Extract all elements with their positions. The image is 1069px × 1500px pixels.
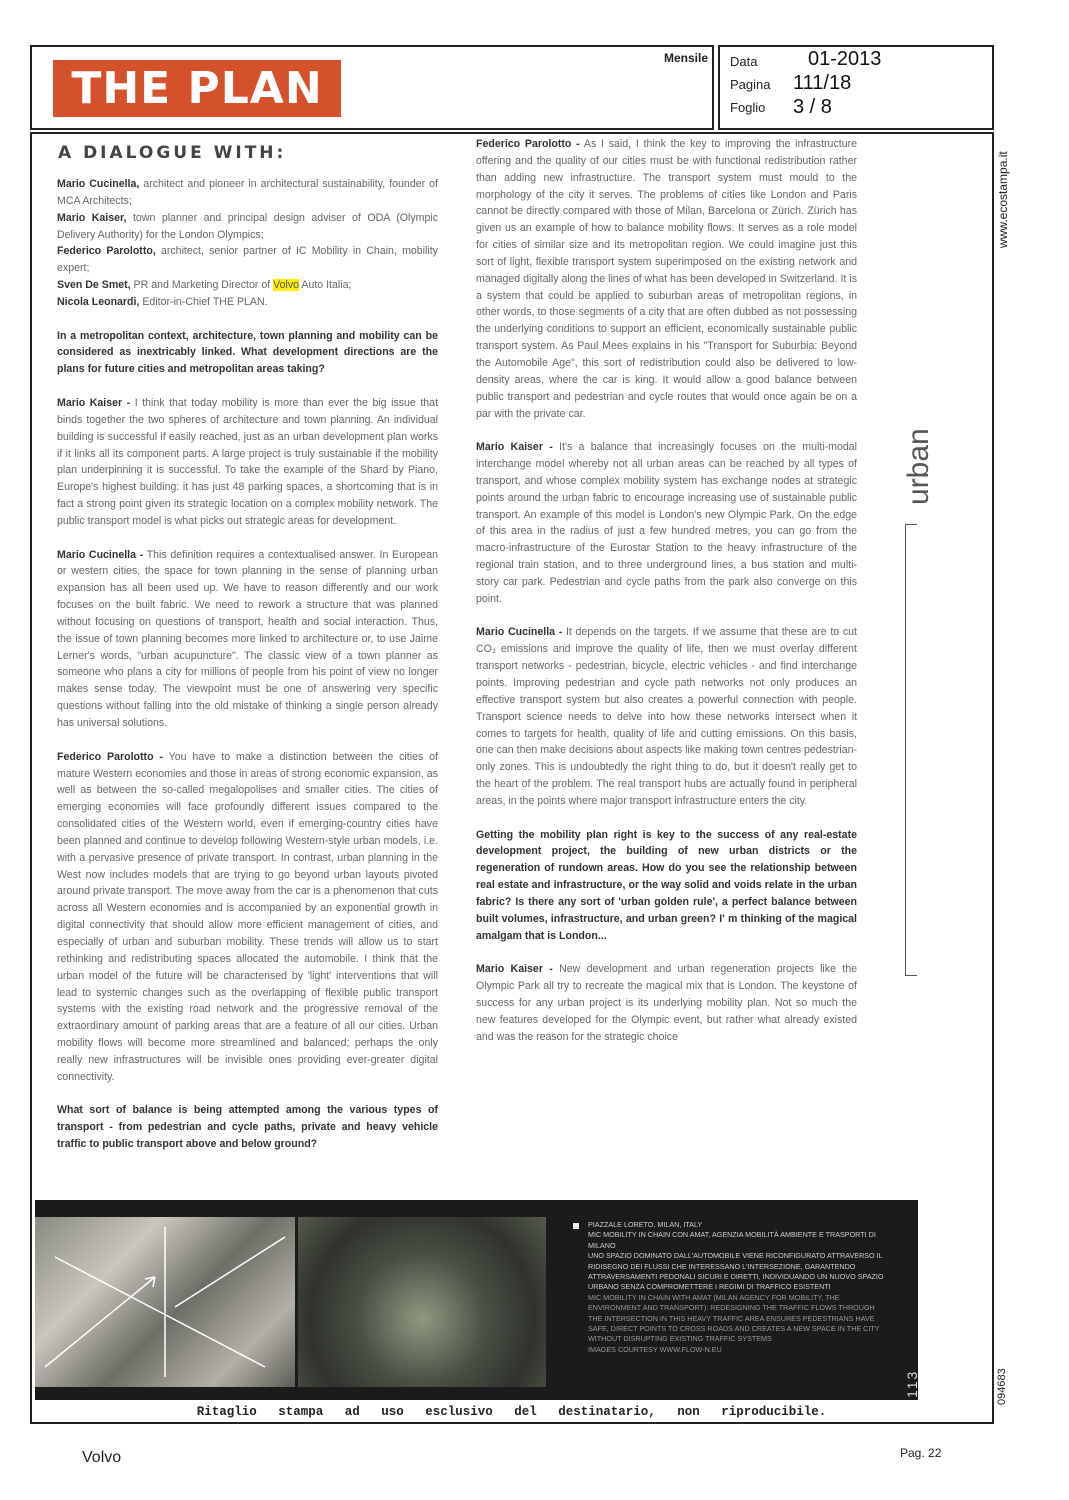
aerial-photo-after <box>298 1217 546 1387</box>
participants <box>57 176 438 311</box>
participant-name: Nicola Leonardi, <box>57 295 140 308</box>
article-heading: A DIALOGUE WITH: <box>58 143 287 163</box>
caption-line: PIAZZALE LORETO, MILAN, ITALY <box>588 1220 703 1229</box>
right-column <box>476 136 857 1062</box>
speaker: Mario Kaiser - <box>476 963 553 976</box>
page-label: Pag. 22 <box>900 1446 942 1460</box>
section-bracket <box>905 524 917 976</box>
caption-line: UNO SPAZIO DOMINATO DALL'AUTOMOBILE VIENE RICONFIGURATO ATTRAVERSO IL RIDISEGNO DEI FLUSSI CHE INTERESSANO L'INTERSEZIONE, GARANTENDO ATTRAVERSAMENTI PEDONALI SICURI E DIRETTI, INDIVIDUANDO UN NUOVO SPAZIO URBANO SENZA COMPROMETTERE I REGIMI DI TRAFFICO ESISTENTI <box>588 1251 884 1292</box>
participant-role: PR and Marketing Director of <box>130 279 274 292</box>
answer-paragraph <box>476 624 857 809</box>
pagina-value: 111/18 <box>793 72 852 94</box>
answer-text: This definition requires a contextualised answer. In European or western cities, the space for town planning in the sense of planning urban expansion has all been used up. We have to reason differently and our work focuses on the built fabric. We need to rework a structure that was planned without focusing on questions of transport, health and social interaction. Thus, the issue of town planning becomes more linked to architecture or, to use Jaime Lerner's words, "urban acupuncture". The classic view of a town planner as someone who plans a city for millions of people from his point of view no longer makes sense today. The viewpoint must be one of answering very specific questions without falling into the old mistake of thinking a single person already has universal solutions. <box>57 548 438 729</box>
page-number-vertical: 113 <box>904 1369 920 1398</box>
aerial-photo-before <box>35 1217 295 1387</box>
answer-paragraph <box>476 439 857 607</box>
copyright-notice: Ritaglio stampa ad uso esclusivo del destinatario, non riproducibile. <box>196 1405 827 1419</box>
participant-name: Sven De Smet, <box>57 279 131 292</box>
foglio-label: Foglio <box>730 100 766 115</box>
answer-text: I think that today mobility is more than ever the big issue that binds together the two spheres of architecture and town planning. An individual building is successful if easily reached, just as an urban development plan works if it links all its component parts. A large project is truly sustainable if the mobility plan underpinning it is successful. To take the example of the Shard by Piano, Europe's highest building: it has just 48 parking spaces, a shortcoming that is in fact a strong point given its strategic location on a complex mobility network. The public transport model is what picks out strategic areas for development. <box>57 396 439 527</box>
question-1: In a metropolitan context, architecture, town planning and mobility can be considered as inextricably linked. What development directions are the plans for future cities and metropolitan areas taking? <box>57 329 438 376</box>
speaker: Mario Cucinella - <box>57 548 144 561</box>
image-caption <box>588 1220 888 1355</box>
answer-text: You have to make a distinction between the cities of mature Western economies and those in areas of strong economic expansion, as well as between the so-called megalopolises and smaller cities. The cities of emerging economies will face profoundly different issues compared to the consolidated cities of the Western world, even if emerging-country cities have been planned and continue to develop following Western-style urban models, i.e. with a pervasive presence of private transport. In contrast, urban planning in the West now includes models that are trying to go beyond urban layouts pivoted around private transport. The move away from the car is a phenomenon that cuts across all Western economies and is accompanied by an exponential growth in digital connectivity that should allow more efficient management of cities, and especially of urban and suburban mobility. These trends will allow us to start rethinking and redistributing spaces allocated the automobile. I think that the urban model of the future will be characterised by 'light' interventions that will lead to systemic changes such as the overlapping of flexible public transport systems with the existing road network and the progressive removal of the extraordinary amount of parking areas that are a feature of all our cities. Urban mobility flows will become more streamlined and balanced; perhaps the only really new infrastructures will be invisible ones providing ever-greater digital connectivity. <box>57 750 438 1083</box>
question-2: What sort of balance is being attempted among the various types of transport - from pedestrian and cycle paths, private and heavy vehicle traffic to public transport above and below ground? <box>57 1104 438 1151</box>
answer-text: It's a balance that increasingly focuses on the multi-modal interchange model whereby not all urban areas can be reached by all types of transport, and whose complex mobility system has exchange nodes at strategic points around the urban fabric to encourage increasing use of sustainable public transport. An example of this model is London's new Olympic Park. On the edge of this area in the radius of just a few hundred metres, you can go from the macro-infrastructure of the Eurostar Station to the heavy infrastructure of the regional train station, and to three underground lines, a bus station and multi-story car park. Pedestrian and cycle paths from the park also converge on this point. <box>476 441 857 605</box>
participant-role: architect and pioneer in architectural sustainability, founder of MCA Architects; <box>57 178 438 207</box>
answer-paragraph <box>57 395 438 530</box>
publication-logo: THE PLAN <box>53 60 341 117</box>
caption-line: IMAGES COURTESY WWW.FLOW-N.EU <box>588 1344 722 1354</box>
foglio-value: 3 / 8 <box>793 96 832 118</box>
question-3: Getting the mobility plan right is key to the success of any real-estate development project, the building of new urban districts or the regeneration of rundown areas. How do you see the relationship between real estate and infrastructure, or the way solid and voids relate in the urban fabric? Is there any sort of 'urban golden rule', a perfect balance between built volumes, infrastructure, and urban green? I' m thinking of the magical amalgam that is London... <box>476 828 857 942</box>
archive-code: 094683 <box>996 1368 1008 1405</box>
caption-line: MIC MOBILITY IN CHAIN WITH AMAT (MILAN AGENCY FOR MOBILITY, THE ENVIRONMENT AND TRANSPORT): REDESIGNING THE TRAFFIC FLOWS THROUGH THE INTERSECTION IN THIS HEAVY TRAFFIC AREA ENSURES PEDESTRIANS HAVE SAFE, DIRECT POINTS TO CROSS ROADS AND CREATES A NEW SPACE IN THE CITY WITHOUT DISRUPTING EXISTING TRAFFIC SYSTEMS <box>588 1292 880 1344</box>
caption-line: MIC MOBILITY IN CHAIN CON AMAT, AGENZIA MOBILITÀ AMBIENTE E TRASPORTI DI MILANO <box>588 1230 876 1250</box>
speaker: Mario Kaiser - <box>57 396 131 409</box>
answer-paragraph <box>57 749 438 1086</box>
answer-paragraph <box>476 136 857 422</box>
participant-role: Auto Italia; <box>299 279 352 292</box>
participant-name: Mario Kaiser, <box>57 211 127 224</box>
participant-name: Mario Cucinella, <box>57 178 140 190</box>
flow-arrows-icon <box>35 1217 295 1387</box>
speaker: Mario Cucinella - <box>476 626 563 639</box>
answer-paragraph <box>476 961 857 1045</box>
client-name: Volvo <box>82 1449 122 1466</box>
answer-text: As I said, I think the key to improving the infrastructure offering and the quality of our cities must be with functional redistribution rather than adding new infrastructure. The transport system must mould to the morphology of the city it serves. The problems of cities like London and Paris cannot be directly compared with those of Milan, Barcelona or Zürich. Zürich has given us an example of how to balance mobility flows. It serves as a role model for cities of similar size and its metropolitan region. We could imagine just this sort of light, flexible transport system superimposed on the existing network and managed digitally along the lines of what has been developed in Switzerland. It is a system that could be applied to suburban areas of metropolitan regions, in other words, to those segments of a city that are often dubbed as not possessing the underlying conditions to support an efficient, economically sustainable public transport system. As Paul Mees explains in his "Transport for Suburbia: Beyond the Automobile Age", this sort of redistribution could also be delivered to low-density areas, where the car is king. It would allow a good balance between public transport and pedestrian and cycle routes that would once again be on a par with the private car. <box>476 138 858 420</box>
participant-role: town planner and principal design adviser of ODA (Olympic Delivery Authority) for the London Olympics; <box>57 211 438 241</box>
data-value: 01-2013 <box>808 48 882 70</box>
data-label: Data <box>730 54 758 69</box>
speaker: Mario Kaiser - <box>476 441 553 454</box>
participant-role: architect, senior partner of IC Mobility in Chain, mobility expert; <box>57 245 438 275</box>
bullet-square-icon <box>573 1223 579 1229</box>
left-column <box>57 176 439 1151</box>
participant-role: Editor-in-Chief THE PLAN. <box>139 295 268 308</box>
answer-text: New development and urban regeneration projects like the Olympic Park all try to recreate the magical mix that is London. The keystone of success for any urban project is its underlying mobility plan. Not so much the new features developed for the Olympic event, but rather what already existed and was the reason for the strategic choice <box>476 963 858 1043</box>
speaker: Federico Parolotto - <box>476 138 580 150</box>
section-label: urban <box>902 428 935 505</box>
highlighted-keyword: Volvo <box>273 279 300 292</box>
site-url: www.ecostampa.it <box>996 151 1010 248</box>
participant-name: Federico Parolotto, <box>57 245 156 258</box>
frequency: Mensile <box>664 51 709 65</box>
answer-text: It depends on the targets. If we assume that these are to cut CO₂ emissions and improve the quality of life, then we must overlay different transport networks - pedestrian, bicycle, electric vehicles - and find interchange points. Improving pedestrian and cycle path networks not only produces an effective transport system but also creates a powerful connection with people. Transport science needs to delve into how these networks intersect when it comes to targets for health, quality of life and cutting emissions. On this basis, one can then make decisions about aspects like making town centres pedestrian-only zones. This is undoubtedly the right thing to do, but it doesn't really get to the heart of the problem. The real transport hubs are actually found in peripheral areas, in the points where major transport infrastructure enters the city. <box>476 626 858 807</box>
pagina-label: Pagina <box>730 77 771 92</box>
answer-paragraph <box>57 547 438 732</box>
speaker: Federico Parolotto - <box>57 750 163 763</box>
